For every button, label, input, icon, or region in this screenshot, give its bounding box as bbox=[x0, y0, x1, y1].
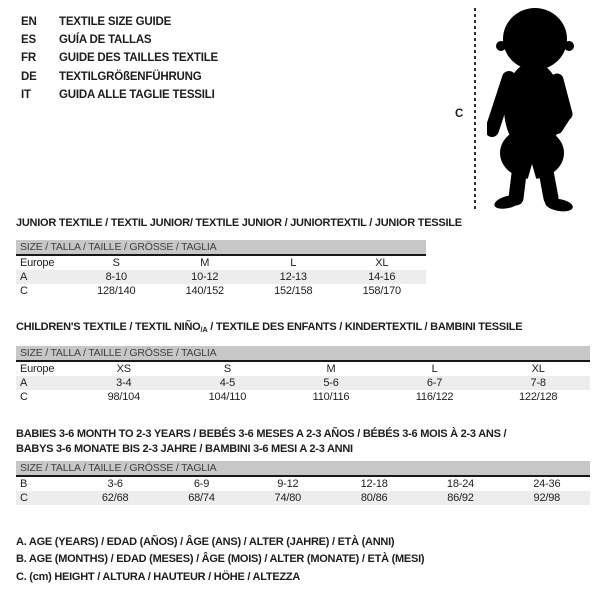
cell-value: 3-4 bbox=[116, 377, 132, 389]
cell-value: 92/98 bbox=[533, 492, 561, 504]
cell-value: 122/128 bbox=[518, 391, 558, 403]
cell-value: 128/140 bbox=[97, 285, 136, 297]
table-title-junior bbox=[16, 216, 462, 231]
language-title: TEXTILE SIZE GUIDE bbox=[59, 16, 172, 29]
table-row bbox=[16, 270, 426, 284]
cell-value: 140/152 bbox=[185, 285, 224, 297]
cell-value: XL bbox=[531, 363, 545, 375]
language-row bbox=[21, 13, 218, 31]
title-subscript: /A bbox=[200, 325, 208, 334]
language-title: GUIDE DES TAILLES TEXTILE bbox=[59, 52, 218, 65]
height-reference-line bbox=[474, 8, 476, 212]
language-code: DE bbox=[21, 70, 37, 83]
cell-value: L bbox=[290, 257, 297, 269]
table-row bbox=[16, 491, 590, 505]
cell-value: 80/86 bbox=[360, 492, 388, 504]
cell-value: 10-12 bbox=[191, 271, 219, 283]
language-code: ES bbox=[21, 34, 36, 47]
cell-value: 9-12 bbox=[277, 478, 299, 490]
table-row bbox=[16, 256, 426, 270]
title-text: BABIES 3-6 MONTH TO 2-3 YEARS / BEBÉS 3-6 MESES A 2-3 AÑOS / BÉBÉS 3-6 MOIS À 2-3 ANS / bbox=[16, 428, 507, 440]
cell-value: 7-8 bbox=[530, 377, 546, 389]
title-text: BABYS 3-6 MONATE BIS 2-3 JAHRE / BAMBINI 3-6 MESI A 2-3 ANNI bbox=[16, 442, 353, 455]
size-table-junior bbox=[16, 240, 426, 298]
row-label: A bbox=[20, 377, 28, 389]
row-label: Europe bbox=[20, 363, 55, 375]
title-text: JUNIOR TEXTILE / TEXTIL JUNIOR/ TEXTILE JUNIOR / JUNIORTEXTIL / JUNIOR TESSILE bbox=[16, 217, 462, 229]
language-row bbox=[21, 31, 218, 49]
table-row bbox=[16, 477, 590, 491]
row-label: C bbox=[20, 492, 28, 504]
table-row bbox=[16, 284, 426, 298]
cell-value: 4-5 bbox=[219, 377, 236, 389]
cell-value: 152/158 bbox=[274, 285, 313, 297]
table-row bbox=[16, 362, 590, 376]
row-label: B bbox=[20, 478, 28, 490]
cell-value: 116/122 bbox=[415, 391, 454, 403]
cell-value: 24-36 bbox=[533, 478, 561, 490]
cell-value: 86/92 bbox=[447, 492, 474, 504]
language-code: IT bbox=[21, 88, 31, 101]
footnotes bbox=[16, 534, 424, 586]
table-title-children bbox=[16, 320, 522, 338]
table-title-line bbox=[16, 442, 506, 457]
language-list bbox=[21, 13, 218, 104]
cell-value: 18-24 bbox=[446, 478, 475, 490]
height-measure-label: C bbox=[455, 108, 464, 120]
title-text: / TEXTILE DES ENFANTS / KINDERTEXTIL / BAMBINI TESSILE bbox=[207, 321, 523, 333]
language-code: FR bbox=[21, 52, 36, 65]
table-row bbox=[16, 390, 590, 404]
cell-value: M bbox=[326, 363, 336, 375]
cell-value: 98/104 bbox=[107, 391, 141, 403]
row-label: Europe bbox=[20, 257, 55, 269]
table-row bbox=[16, 376, 590, 390]
cell-value: 12-13 bbox=[279, 271, 307, 283]
cell-value: 62/68 bbox=[101, 492, 129, 504]
cell-value: 110/116 bbox=[312, 391, 350, 403]
language-title: GUIDA ALLE TAGLIE TESSILI bbox=[59, 88, 215, 101]
language-row bbox=[21, 68, 218, 86]
title-text: CHILDREN'S TEXTILE / TEXTIL NIÑO bbox=[16, 321, 201, 333]
table-title-babies bbox=[16, 427, 506, 456]
cell-value: 5-6 bbox=[323, 377, 339, 389]
row-label: C bbox=[20, 285, 28, 297]
table-title-line bbox=[16, 216, 462, 231]
size-table-children bbox=[16, 346, 590, 404]
cell-value: 8-10 bbox=[105, 271, 127, 283]
cell-value: 6-9 bbox=[193, 478, 210, 490]
cell-value: 104/110 bbox=[208, 391, 247, 403]
size-header-bar: SIZE / TALLA / TAILLE / GRÖSSE / TAGLIA bbox=[16, 240, 426, 256]
footnote-line: C. (cm) HEIGHT / ALTURA / HAUTEUR / HÖHE / ALTEZZA bbox=[16, 570, 301, 583]
cell-value: L bbox=[431, 363, 438, 375]
cell-value: XL bbox=[375, 257, 389, 269]
cell-value: 6-7 bbox=[426, 377, 443, 389]
language-row bbox=[21, 49, 218, 67]
cell-value: 74/80 bbox=[274, 492, 302, 504]
row-label: C bbox=[20, 391, 28, 403]
cell-value: XS bbox=[116, 363, 131, 375]
cell-value: 12-18 bbox=[360, 478, 388, 490]
cell-value: S bbox=[223, 363, 231, 375]
footnote-line: A. AGE (YEARS) / EDAD (AÑOS) / ÂGE (ANS) / ALTER (JAHRE) / ETÀ (ANNI) bbox=[16, 536, 395, 548]
table-title-line bbox=[16, 320, 522, 338]
size-header-bar: SIZE / TALLA / TAILLE / GRÖSSE / TAGLIA bbox=[16, 346, 590, 362]
language-title: TEXTILGRÖßENFÜHRUNG bbox=[59, 70, 202, 83]
language-row bbox=[21, 86, 218, 104]
cell-value: 68/74 bbox=[188, 492, 215, 504]
cell-value: S bbox=[112, 257, 120, 269]
cell-value: M bbox=[200, 257, 210, 269]
cell-value: 14-16 bbox=[368, 271, 396, 283]
language-code: EN bbox=[21, 16, 37, 29]
toddler-silhouette-icon bbox=[487, 6, 579, 212]
cell-value: 3-6 bbox=[107, 478, 123, 490]
table-title-line bbox=[16, 427, 506, 442]
footnote-line: B. AGE (MONTHS) / EDAD (MESES) / ÂGE (MOIS) / ALTER (MONATE) / ETÀ (MESI) bbox=[16, 553, 425, 566]
size-table-babies bbox=[16, 461, 590, 505]
language-title: GUÍA DE TALLAS bbox=[59, 34, 152, 47]
size-header-bar: SIZE / TALLA / TAILLE / GRÖSSE / TAGLIA bbox=[16, 461, 590, 477]
row-label: A bbox=[20, 271, 28, 283]
cell-value: 158/170 bbox=[362, 285, 401, 297]
